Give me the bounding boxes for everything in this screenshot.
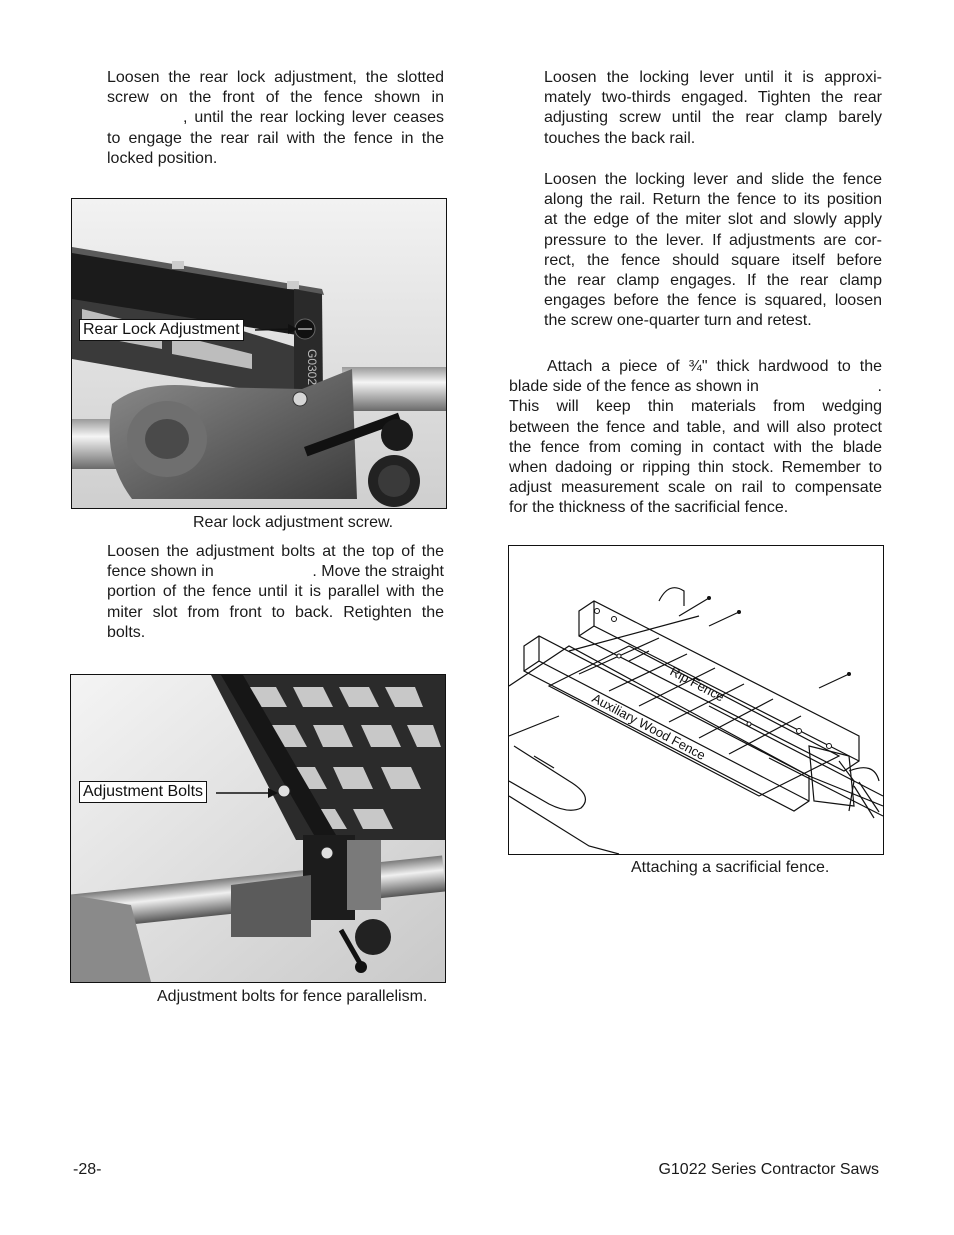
text-line (107, 562, 444, 582)
right-paragraph-locking-lever (544, 68, 882, 149)
adjustment-bolts-photo-illustration (71, 675, 445, 982)
text-fragment: . (877, 378, 882, 396)
text-line: rect, the fence should square itself before (544, 251, 882, 269)
page-number: -28- (73, 1161, 102, 1178)
label-rip-fence: Rip Fence (667, 663, 727, 705)
text-line: engages before the fence is squared, loosen (544, 292, 882, 310)
text-line: Loosen the locking lever until it is approxi- (544, 69, 882, 86)
text-line: along the rail. Return the fence to its position (544, 191, 882, 209)
figure-caption-rear-lock: Rear lock adjustment screw. (193, 514, 394, 531)
text-line: This will keep thin materials from wedging (509, 398, 882, 416)
callout-adjustment-bolts: Adjustment Bolts (79, 781, 207, 803)
sacrificial-fence-line-drawing (509, 546, 883, 854)
left-paragraph-rear-lock (107, 68, 444, 169)
figure-caption-sacrificial-fence: Attaching a sacrificial fence. (631, 859, 830, 876)
text-line: Loosen the adjustment bolts at the top of the (107, 543, 444, 560)
callout-rear-lock-adjustment: Rear Lock Adjustment (79, 319, 244, 341)
right-paragraph-slide-fence (544, 170, 882, 332)
text-line: the screw one-quarter turn and retest. (544, 312, 812, 330)
text-line: locked position. (107, 149, 218, 167)
fence-marking: G0302 (305, 349, 319, 386)
right-paragraph-sacrificial-fence (509, 357, 882, 519)
text-line: when dadoing or ripping thin stock. Remember to (509, 459, 882, 477)
text-line: pressure to the lever. If adjustments are cor- (544, 231, 882, 249)
text-line: screw on the front of the fence shown in (107, 89, 444, 107)
text-line: for the thickness of the sacrificial fence. (509, 499, 789, 517)
text-line: mately two-thirds engaged. Tighten the rear (544, 89, 882, 107)
text-line: at the edge of the miter slot and slowly apply (544, 211, 882, 229)
callout-arrow (255, 329, 292, 330)
figure-rear-lock-photo (71, 198, 447, 509)
text-line: portion of the fence until it is parallel with the (107, 583, 444, 601)
figure-sacrificial-fence-drawing (508, 545, 884, 855)
text-line: touches the back rail. (544, 129, 696, 147)
text-line: Attach a piece of ¾" thick hardwood to the (547, 358, 882, 375)
text-line: adjusting screw until the rear clamp barely (544, 109, 882, 127)
text-line: to engage the rear rail with the fence in the (107, 129, 444, 147)
figure-adjustment-bolts-photo (70, 674, 446, 983)
text-fragment: blade side of the fence as shown in (509, 378, 759, 396)
text-line: , until the rear locking lever ceases (183, 109, 444, 127)
text-line: the fence from coming in contact with the blade (509, 438, 882, 456)
figure-caption-adjustment-bolts: Adjustment bolts for fence parallelism. (157, 988, 428, 1005)
text-line: adjust measurement scale on rail to compensate (509, 479, 882, 497)
rear-lock-photo-illustration (72, 199, 446, 508)
text-line: bolts. (107, 623, 146, 641)
left-paragraph-adjustment-bolts (107, 542, 444, 643)
text-line: Loosen the locking lever and slide the fence (544, 171, 882, 188)
text-fragment: fence shown in (107, 563, 214, 581)
text-line (509, 377, 882, 397)
text-line: the rear clamp engages. If the rear clamp (544, 272, 882, 290)
text-fragment: . Move the straight (312, 563, 444, 581)
label-auxiliary-wood-fence: Auxiliary Wood Fence (589, 690, 709, 763)
text-line: Loosen the rear lock adjustment, the slotted (107, 69, 444, 86)
text-line: between the fence and table, and will also protect (509, 418, 882, 436)
text-line: miter slot from front to back. Retighten the (107, 603, 444, 621)
manual-title: G1022 Series Contractor Saws (658, 1161, 879, 1178)
